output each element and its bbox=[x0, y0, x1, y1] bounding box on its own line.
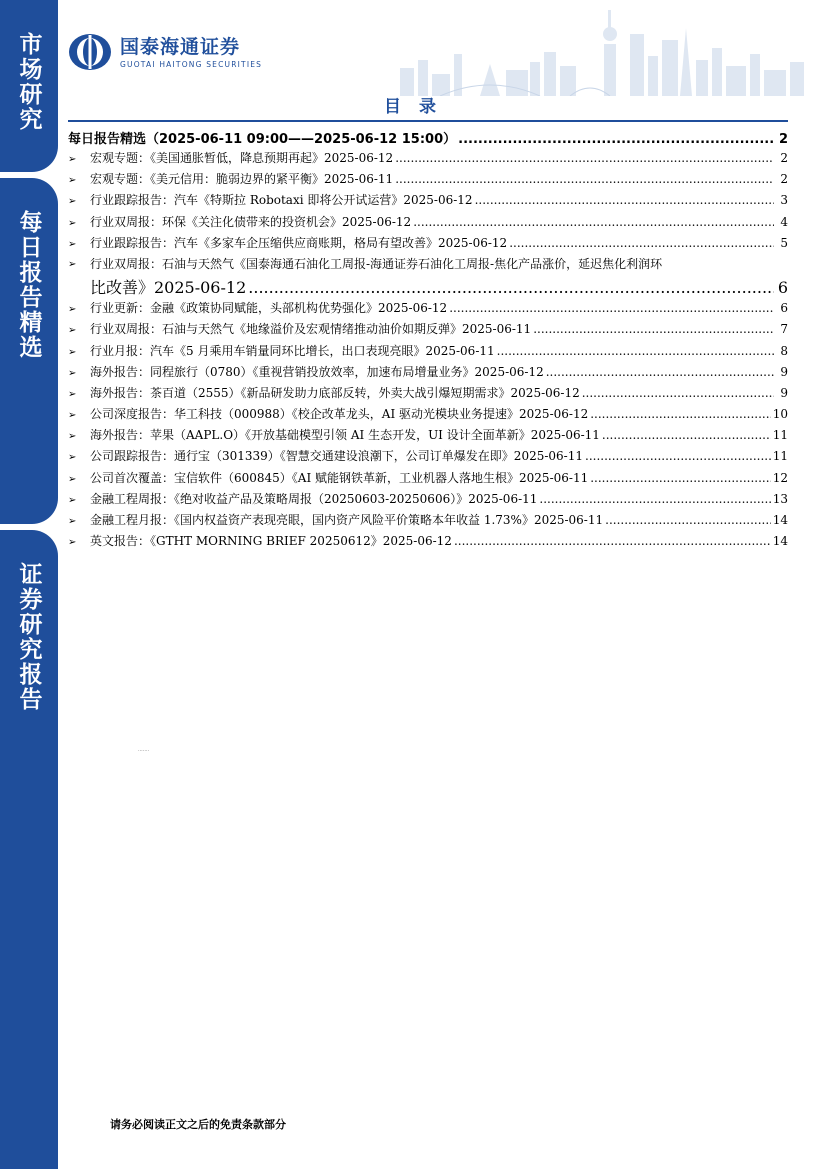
toc-item-text: 行业跟踪报告：汽车《多家车企压缩供应商账期，格局有望改善》2025-06-12 bbox=[90, 235, 508, 250]
toc-item-text: 金融工程月报：《国内权益资产表现亮眼，国内资产风险平价策略本年收益 1.73%》2025-06-11 bbox=[90, 513, 604, 528]
company-logo bbox=[68, 32, 262, 72]
toc-item-text-line2: 比改善》2025-06-12 bbox=[90, 278, 247, 298]
toc-item-text: 行业双周报：环保《关注化债带来的投资机会》2025-06-12 bbox=[90, 214, 412, 229]
toc-item[interactable] bbox=[68, 510, 788, 531]
leader-dots bbox=[533, 319, 774, 340]
bullet-arrow-icon: ➢ bbox=[68, 516, 77, 528]
toc-item-wrapped-continuation[interactable] bbox=[68, 275, 788, 298]
disclaimer-footer: 请务必阅读正文之后的免责条款部分 bbox=[110, 1118, 286, 1131]
toc-item[interactable] bbox=[68, 298, 788, 319]
toc-item-text: 行业双周报：石油与天然气《地缘溢价及宏观情绪推动油价如期反弹》2025-06-11 bbox=[90, 322, 532, 337]
toc-item-text: 行业更新：金融《政策协同赋能，头部机构优势强化》2025-06-12 bbox=[90, 301, 448, 316]
leader-dots bbox=[395, 169, 774, 190]
bullet-arrow-icon: ➢ bbox=[68, 494, 77, 506]
sidebar bbox=[0, 0, 58, 1169]
leader-dots bbox=[413, 212, 774, 233]
toc-page-number: 6 bbox=[780, 301, 788, 316]
toc-item[interactable] bbox=[68, 362, 788, 383]
logo-chinese-name: 国泰海通证券 bbox=[120, 35, 241, 58]
toc-page-number: 13 bbox=[772, 491, 788, 506]
leader-dots bbox=[449, 298, 774, 319]
sidebar-label: 每日报告精选 bbox=[15, 210, 42, 360]
toc-item[interactable] bbox=[68, 404, 788, 425]
toc-title: 目 录 bbox=[384, 97, 442, 117]
toc-item[interactable] bbox=[68, 468, 788, 489]
sidebar-tab-research-report bbox=[0, 530, 58, 1169]
toc-page-number: 3 bbox=[780, 193, 788, 208]
table-of-contents bbox=[68, 128, 788, 552]
toc-item[interactable] bbox=[68, 148, 788, 169]
toc-main-entry[interactable] bbox=[68, 128, 788, 148]
toc-item-text: 宏观专题：《美国通胀暂低，降息预期再起》2025-06-12 bbox=[90, 151, 394, 165]
toc-item[interactable] bbox=[68, 212, 788, 233]
bullet-arrow-icon: ➢ bbox=[68, 217, 77, 229]
toc-item-text: 行业跟踪报告：汽车《特斯拉 Robotaxi 即将公开试运营》2025-06-12 bbox=[90, 193, 473, 208]
bullet-arrow-icon: ➢ bbox=[68, 346, 77, 358]
toc-item[interactable] bbox=[68, 531, 788, 552]
bullet-arrow-icon: ➢ bbox=[68, 452, 77, 464]
toc-page-number: 2 bbox=[778, 132, 788, 147]
sidebar-tab-daily-picks bbox=[0, 178, 58, 524]
bullet-arrow-icon: ➢ bbox=[68, 431, 77, 443]
leader-dots bbox=[546, 362, 774, 383]
bullet-arrow-icon: ➢ bbox=[68, 367, 77, 379]
toc-item[interactable] bbox=[68, 190, 788, 211]
toc-item-text: 公司深度报告：华工科技（000988）《校企改革龙头，AI 驱动光模块业务提速》2025-06-12 bbox=[90, 407, 589, 422]
sidebar-tab-market-research bbox=[0, 0, 58, 172]
toc-page-number: 11 bbox=[772, 428, 788, 443]
leader-dots bbox=[509, 233, 774, 254]
bullet-arrow-icon: ➢ bbox=[68, 304, 77, 316]
toc-item-text: 英文报告：《GTHT MORNING BRIEF 20250612》2025-06-12 bbox=[90, 534, 452, 549]
leader-dots bbox=[585, 446, 771, 467]
leader-dots bbox=[602, 425, 771, 446]
toc-item[interactable] bbox=[68, 446, 788, 467]
sidebar-label: 市场研究 bbox=[15, 32, 42, 132]
leader-dots bbox=[539, 489, 770, 510]
leader-dots bbox=[475, 190, 774, 211]
bullet-arrow-icon: ➢ bbox=[68, 410, 77, 422]
toc-item-text: 海外报告：同程旅行（0780）《重视营销投放效率，加速布局增量业务》2025-06-12 bbox=[90, 364, 544, 379]
toc-page-number: 5 bbox=[780, 235, 788, 250]
toc-page-number: 2 bbox=[780, 151, 788, 165]
toc-item[interactable] bbox=[68, 425, 788, 446]
toc-page-number: 12 bbox=[772, 470, 788, 485]
toc-page-number: 11 bbox=[772, 449, 788, 464]
logo-english-name: GUOTAI HAITONG SECURITIES bbox=[120, 59, 263, 69]
toc-page-number: 9 bbox=[780, 364, 788, 379]
toc-item-text: 宏观专题：《美元信用：脆弱边界的紧平衡》2025-06-11 bbox=[90, 172, 394, 187]
toc-item[interactable] bbox=[68, 169, 788, 190]
leader-dots bbox=[582, 383, 774, 404]
leader-dots bbox=[458, 132, 774, 147]
toc-item-text: 海外报告：茶百道（2555）《新品研发助力底部反转，外卖大战引爆短期需求》2025-06-12 bbox=[90, 385, 580, 400]
toc-page-number: 10 bbox=[772, 407, 788, 422]
toc-item[interactable] bbox=[68, 233, 788, 254]
toc-main-entry-text: 每日报告精选（2025-06-11 09:00——2025-06-12 15:00） bbox=[68, 132, 457, 147]
tiny-watermark: ······· bbox=[138, 748, 150, 754]
bullet-arrow-icon: ➢ bbox=[68, 258, 77, 270]
leader-dots bbox=[605, 510, 771, 531]
toc-item-text: 金融工程周报：《绝对收益产品及策略周报（20250603-20250606）》2025-06-11 bbox=[90, 491, 538, 506]
toc-item-text-line1: 行业双周报：石油与天然气《国泰海通石油化工周报-海通证券石油化工周报-焦化产品涨价，延迟焦化利润环 bbox=[90, 256, 663, 271]
leader-dots bbox=[395, 148, 774, 169]
leader-dots bbox=[497, 341, 774, 362]
toc-page-number: 14 bbox=[772, 513, 788, 528]
bullet-arrow-icon: ➢ bbox=[68, 175, 77, 187]
toc-item-wrapped[interactable] bbox=[68, 254, 788, 275]
toc-item[interactable] bbox=[68, 319, 788, 340]
toc-item-text: 海外报告：苹果（AAPL.O）《开放基础模型引领 AI 生态开发，UI 设计全面革新》2025-06-11 bbox=[90, 428, 600, 443]
toc-page-number: 4 bbox=[780, 214, 788, 229]
leader-dots bbox=[454, 531, 771, 552]
toc-item[interactable] bbox=[68, 383, 788, 404]
toc-item[interactable] bbox=[68, 489, 788, 510]
bullet-arrow-icon: ➢ bbox=[68, 388, 77, 400]
bullet-arrow-icon: ➢ bbox=[68, 196, 77, 208]
leader-dots bbox=[590, 468, 770, 489]
bullet-arrow-icon: ➢ bbox=[68, 325, 77, 337]
leader-dots bbox=[248, 278, 774, 297]
logo-icon bbox=[68, 32, 112, 72]
toc-item-text: 公司跟踪报告：通行宝（301339）《智慧交通建设浪潮下，公司订单爆发在即》2025-06-11 bbox=[90, 449, 583, 464]
toc-page-number: 6 bbox=[777, 278, 788, 298]
toc-page-number: 7 bbox=[780, 322, 788, 337]
title-divider bbox=[68, 120, 788, 122]
bullet-arrow-icon: ➢ bbox=[68, 537, 77, 549]
toc-page-number: 9 bbox=[780, 385, 788, 400]
sidebar-label: 证券研究报告 bbox=[15, 562, 42, 712]
toc-item-text: 行业月报：汽车《5 月乘用车销量同环比增长，出口表现亮眼》2025-06-11 bbox=[90, 343, 495, 358]
city-skyline-illustration bbox=[380, 4, 820, 96]
toc-page-number: 14 bbox=[772, 534, 788, 549]
bullet-arrow-icon: ➢ bbox=[68, 238, 77, 250]
bullet-arrow-icon: ➢ bbox=[68, 154, 77, 165]
toc-page-number: 2 bbox=[780, 172, 788, 187]
toc-item[interactable] bbox=[68, 341, 788, 362]
toc-page-number: 8 bbox=[780, 343, 788, 358]
bullet-arrow-icon: ➢ bbox=[68, 473, 77, 485]
leader-dots bbox=[590, 404, 770, 425]
toc-item-text: 公司首次覆盖：宝信软件（600845）《AI 赋能钢铁革新，工业机器人落地生根》2025-06-11 bbox=[90, 470, 589, 485]
